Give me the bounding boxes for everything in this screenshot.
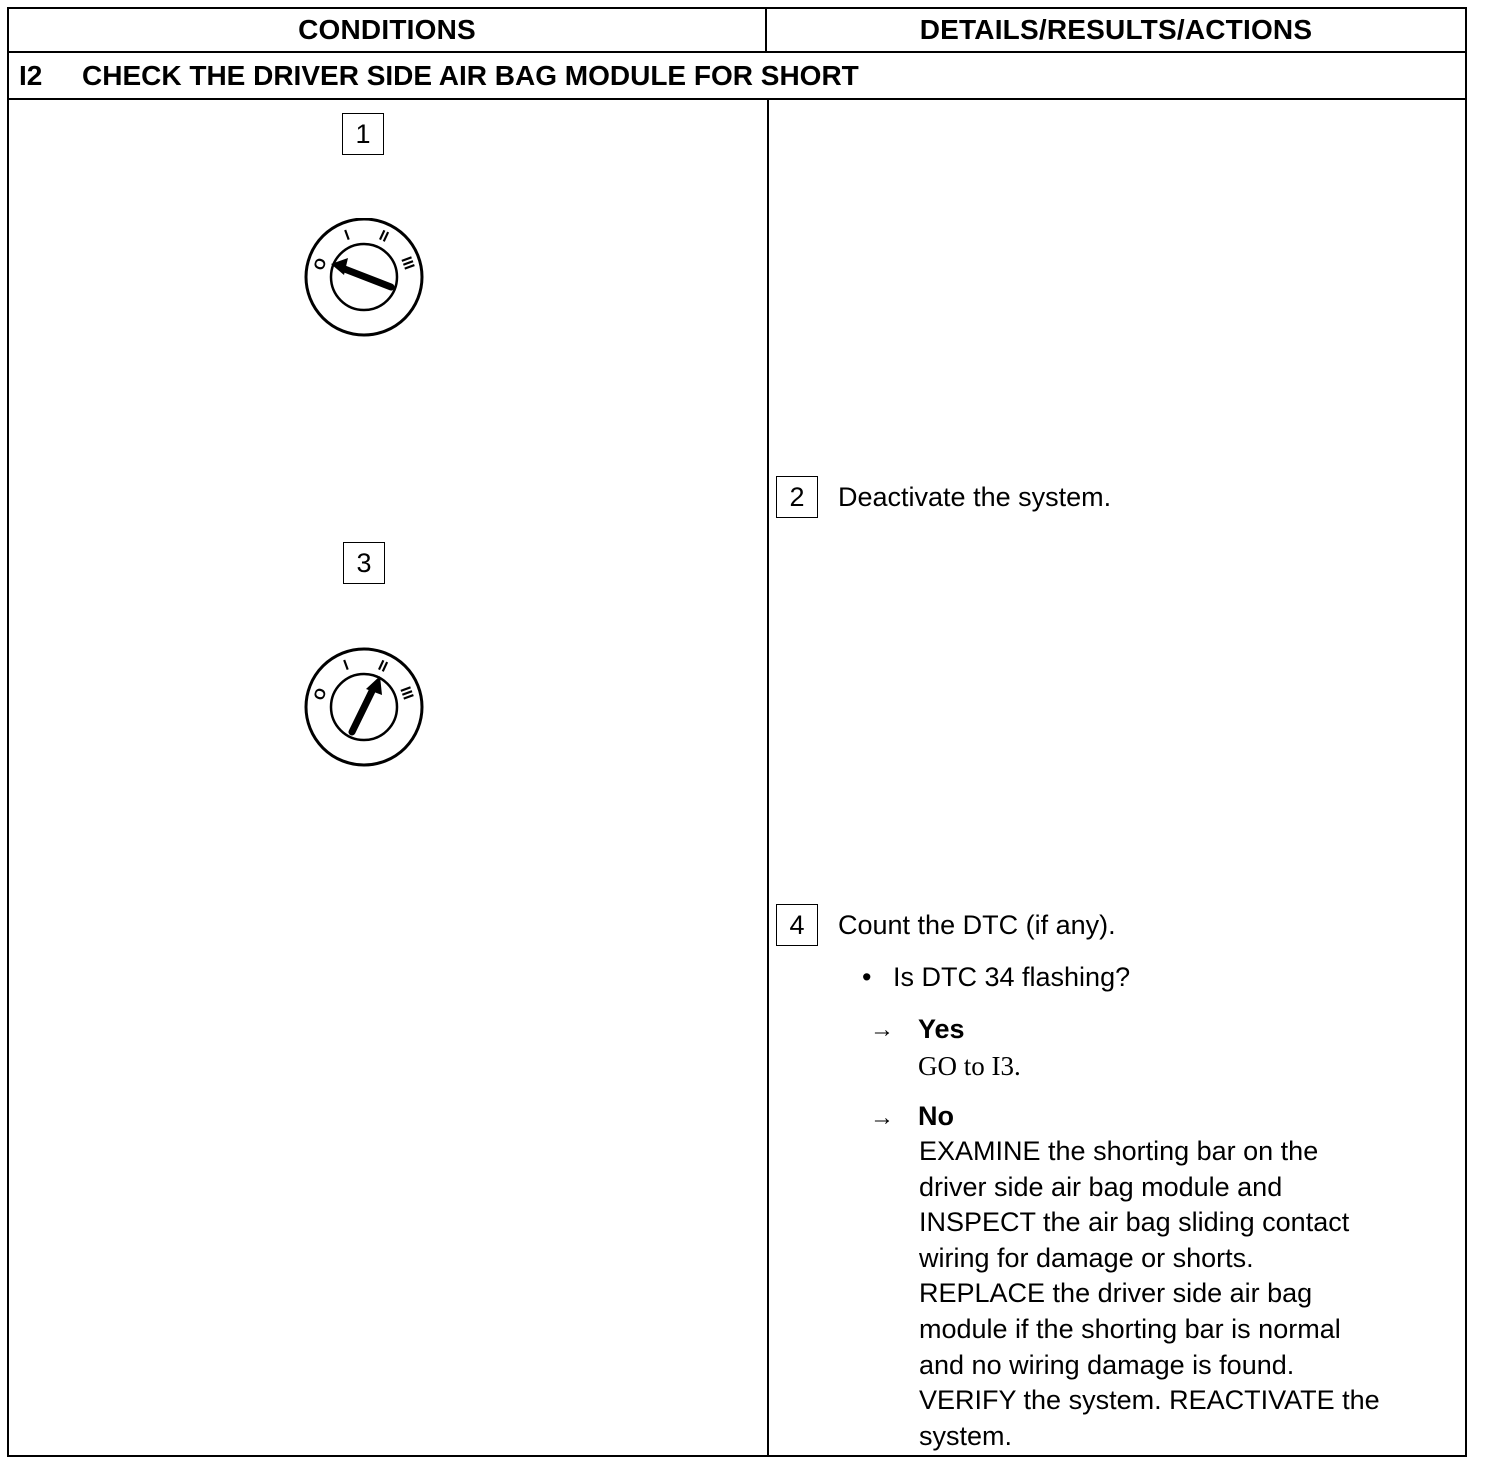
dial3-label-0: O <box>310 685 331 703</box>
no-action-line: system. <box>919 1420 1013 1451</box>
details-header: DETAILS/RESULTS/ACTIONS <box>767 9 1465 53</box>
dial3-label-1: I <box>341 656 352 675</box>
conditions-header: CONDITIONS <box>9 9 767 53</box>
no-arrow-icon: → <box>870 1104 894 1131</box>
no-action-line: INSPECT the air bag sliding contact <box>919 1207 1350 1238</box>
step-4-text: Count the DTC (if any). <box>838 910 1116 940</box>
column-divider <box>767 100 769 1455</box>
no-action-line: module if the shorting bar is normal <box>919 1313 1341 1344</box>
no-action <box>919 1134 1380 1454</box>
section-row <box>9 53 1465 100</box>
step-3-box: 3 <box>343 542 385 584</box>
no-action-line: REPLACE the driver side air bag <box>919 1278 1313 1309</box>
dial1-label-1: I <box>342 226 353 245</box>
section-id: I2 <box>19 59 43 91</box>
yes-label: Yes <box>918 1014 965 1044</box>
no-action-line: EXAMINE the shorting bar on the <box>919 1136 1319 1166</box>
step-1-box: 1 <box>342 113 384 155</box>
dial3-label-3: III <box>396 684 417 702</box>
dial3-label-2: II <box>375 656 391 676</box>
yes-action: GO to I3. <box>918 1051 1021 1081</box>
step-4-box: 4 <box>776 904 818 946</box>
no-action-line: and no wiring damage is found. <box>919 1349 1295 1380</box>
section-title: CHECK THE DRIVER SIDE AIR BAG MODULE FOR SHORT <box>82 59 859 91</box>
dial1-label-0: O <box>310 255 331 273</box>
ignition-switch-off-icon <box>302 218 426 338</box>
no-action-line: wiring for damage or shorts. <box>919 1242 1254 1273</box>
bullet-point: • <box>862 962 872 992</box>
no-action-line: VERIFY the system. REACTIVATE the <box>919 1385 1380 1416</box>
no-action-line: driver side air bag module and <box>919 1171 1283 1202</box>
step-2-box: 2 <box>776 476 818 518</box>
dial1-label-2: II <box>376 226 392 246</box>
no-label: No <box>918 1101 954 1131</box>
dial1-label-3: III <box>397 254 418 272</box>
ignition-switch-run-icon <box>302 647 426 769</box>
step-2-text: Deactivate the system. <box>838 482 1112 512</box>
yes-arrow-icon: → <box>870 1016 894 1043</box>
question-text: Is DTC 34 flashing? <box>893 962 1131 992</box>
